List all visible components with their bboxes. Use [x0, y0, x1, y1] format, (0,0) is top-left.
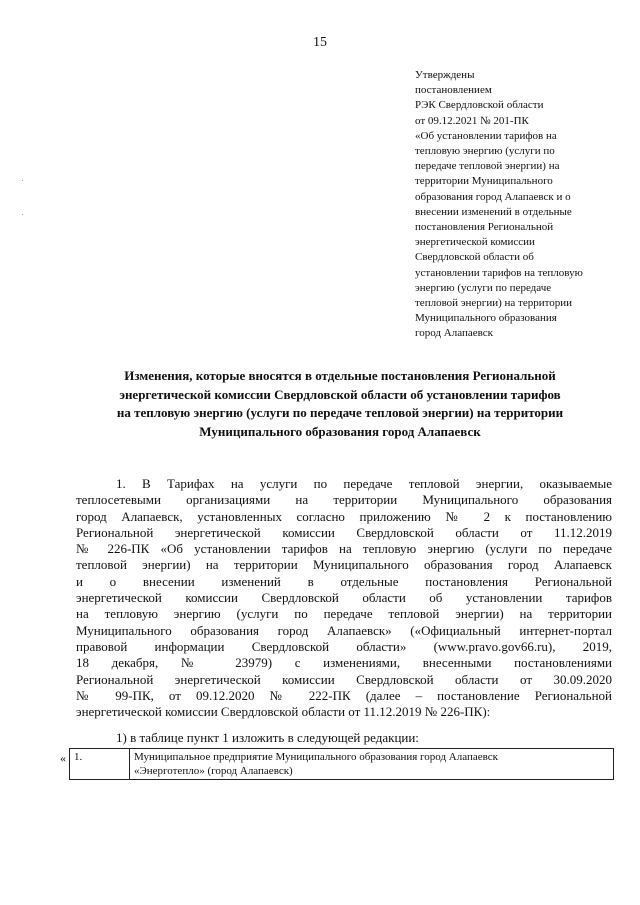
table-row — [70, 749, 614, 780]
approval-line: постановлением — [415, 84, 492, 97]
approval-line: город Алапаевск — [415, 327, 493, 340]
approval-line: Свердловской области об — [415, 251, 534, 264]
approval-line: установлении тарифов на тепловую — [415, 266, 583, 279]
title-line: энергетической комиссии Свердловской области об установлении тарифов — [119, 386, 561, 402]
approval-line: тепловую энергию (услуги по — [415, 145, 555, 158]
body-line: № 226-ПК «Об установлении тарифов на тепловую энергию (услуги по передаче — [76, 541, 612, 557]
body-line: Региональной энергетической комиссии Свердловской области от 30.09.2020 — [76, 671, 612, 687]
approval-line: образования город Алапаевск и о — [415, 190, 571, 203]
row-number-cell: 1. — [70, 749, 130, 780]
document-title — [60, 367, 620, 441]
body-line: и о внесении изменений в отдельные постановления Региональной — [76, 573, 612, 589]
body-line: 1. В Тарифах на услуги по передаче тепловой энергии, оказываемые — [116, 476, 612, 491]
approval-line: энергию (услуги по передаче — [415, 281, 552, 294]
approval-line: территории Муниципального — [415, 175, 553, 188]
approval-line: энергетической комиссии — [415, 236, 535, 249]
approval-line: внесении изменений в отдельные — [415, 205, 572, 218]
body-line: 18 декабря, № 23979) с изменениями, внесенными постановлениями — [76, 655, 612, 671]
approval-line: РЭК Свердловской области — [415, 99, 544, 112]
body-line: энергетической комиссии Свердловской области об установлении тарифов — [76, 590, 612, 606]
approval-line: «Об установлении тарифов на — [415, 129, 557, 142]
approval-block — [415, 68, 625, 342]
body-line: энергетической комиссии Свердловской области от 11.12.2019 № 226-ПК): — [76, 704, 491, 720]
approval-line: Утверждены — [415, 69, 475, 81]
body-line: Региональной энергетической комиссии Свердловской области от 11.12.2019 — [76, 524, 612, 540]
body-line: на тепловую энергию (услуги по передаче тепловой энергии) на территории — [76, 606, 612, 622]
amendment-table — [69, 748, 614, 780]
body-line: теплосетевыми организациями на территории Муниципального образования — [76, 492, 612, 508]
body-line: город Алапаевск, установленных согласно приложению № 2 к постановлению — [76, 508, 612, 524]
organization-cell — [130, 749, 614, 780]
scan-speck — [22, 214, 23, 215]
approval-line: тепловой энергии) на территории — [415, 297, 573, 310]
approval-line: от 09.12.2021 № 201-ПК — [415, 114, 529, 127]
scan-speck — [22, 180, 23, 181]
body-line: правовой информации Свердловской области» (www.pravo.gov66.ru), 2019, — [76, 638, 612, 654]
approval-line: передаче тепловой энергии) на — [415, 160, 560, 173]
approval-line: постановления Региональной — [415, 221, 554, 234]
title-line: на тепловую энергию (услуги по передаче тепловой энергии) на территории — [116, 405, 564, 420]
organization-line: «Энерготепло» (город Алапаевск) — [134, 765, 293, 777]
body-paragraph — [76, 476, 612, 720]
title-line: Муниципального образования город Алапаевск — [199, 423, 481, 439]
opening-quote-mark: « — [60, 751, 66, 765]
body-line: № 99-ПК, от 09.12.2020 № 222-ПК (далее – постановление Региональной — [76, 687, 612, 703]
body-line: Муниципального образования город Алапаевск» («Официальный интернет-портал — [76, 622, 612, 638]
title-line: Изменения, которые вносятся в отдельные постановления Региональной — [124, 368, 556, 383]
subitem-text: 1) в таблице пункт 1 изложить в следующей редакции: — [116, 730, 419, 745]
approval-line: Муниципального образования — [415, 312, 557, 325]
body-line: тепловой энергии) на территории Муниципального образования город Алапаевск — [76, 557, 612, 573]
organization-line: Муниципальное предприятие Муниципального образования город Алапаевск — [134, 751, 498, 763]
page-number: 15 — [313, 35, 327, 50]
